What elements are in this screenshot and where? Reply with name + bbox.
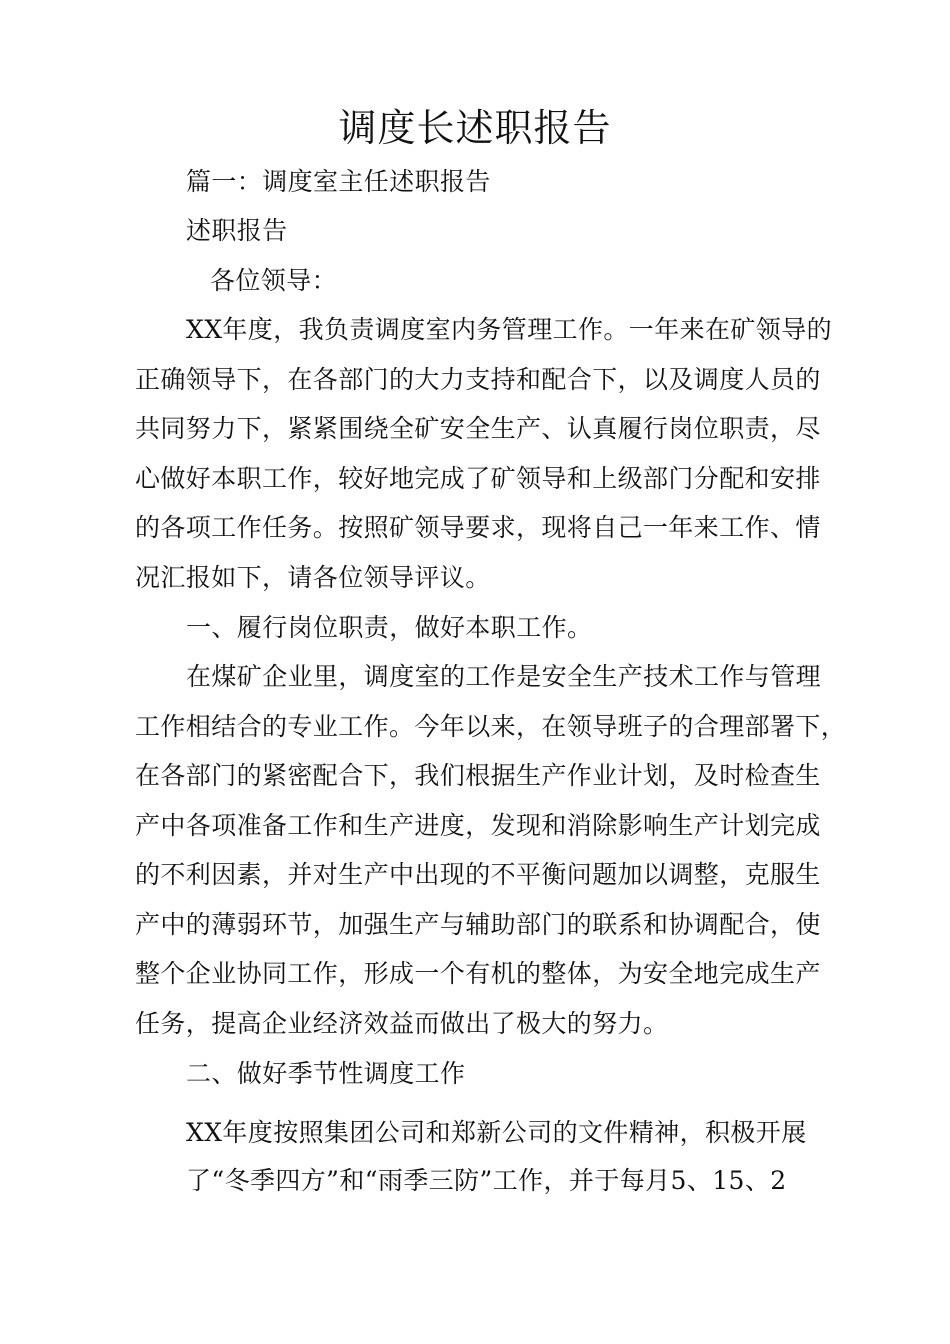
section-heading: 一、履行岗位职责，做好本职工作。 bbox=[186, 613, 593, 642]
subheading: 述职报告 bbox=[186, 216, 288, 245]
section-heading: 二、做好季节性调度工作 bbox=[186, 1059, 466, 1088]
paragraph-line: 任务，提高企业经济效益而做出了极大的努力。 bbox=[135, 1009, 669, 1038]
paragraph-line: 了“冬季四方”和“雨季三防”工作，并于每月5、15、2 bbox=[186, 1166, 787, 1195]
paragraph-line: 整个企业协同工作，形成一个有机的整体，为安全地完成生产 bbox=[135, 959, 821, 988]
paragraph-line: 在煤矿企业里，调度室的工作是安全生产技术工作与管理 bbox=[186, 662, 822, 691]
paragraph-line: 正确领导下，在各部门的大力支持和配合下，以及调度人员的 bbox=[135, 365, 821, 394]
paragraph-line: 产中各项准备工作和生产进度，发现和消除影响生产计划完成 bbox=[135, 811, 821, 840]
paragraph-line: 心做好本职工作，较好地完成了矿领导和上级部门分配和安排 bbox=[135, 464, 821, 493]
paragraph-line: 的各项工作任务。按照矿领导要求，现将自己一年来工作、情 bbox=[135, 513, 821, 542]
paragraph-line: 工作相结合的专业工作。今年以来，在领导班子的合理部署下， bbox=[135, 712, 847, 741]
paragraph-line: XX年度，我负责调度室内务管理工作。一年来在矿领导的 bbox=[186, 315, 832, 344]
paragraph-line: 共同努力下，紧紧围绕全矿安全生产、认真履行岗位职责，尽 bbox=[135, 414, 821, 443]
paragraph-line: 况汇报如下，请各位领导评议。 bbox=[135, 563, 491, 592]
paragraph-line: 的不利因素，并对生产中出现的不平衡问题加以调整，克服生 bbox=[135, 860, 821, 889]
paragraph-line: 在各部门的紧密配合下，我们根据生产作业计划，及时检查生 bbox=[135, 761, 821, 790]
salutation: 各位领导： bbox=[210, 266, 338, 295]
paragraph-line: 产中的薄弱环节，加强生产与辅助部门的联系和协调配合，使 bbox=[135, 910, 821, 939]
paragraph-line: XX年度按照集团公司和郑新公司的文件精神，积极开展 bbox=[186, 1118, 807, 1147]
document-title: 调度长述职报告 bbox=[338, 106, 612, 150]
section-heading-1: 篇一：调度室主任述职报告 bbox=[186, 167, 491, 196]
